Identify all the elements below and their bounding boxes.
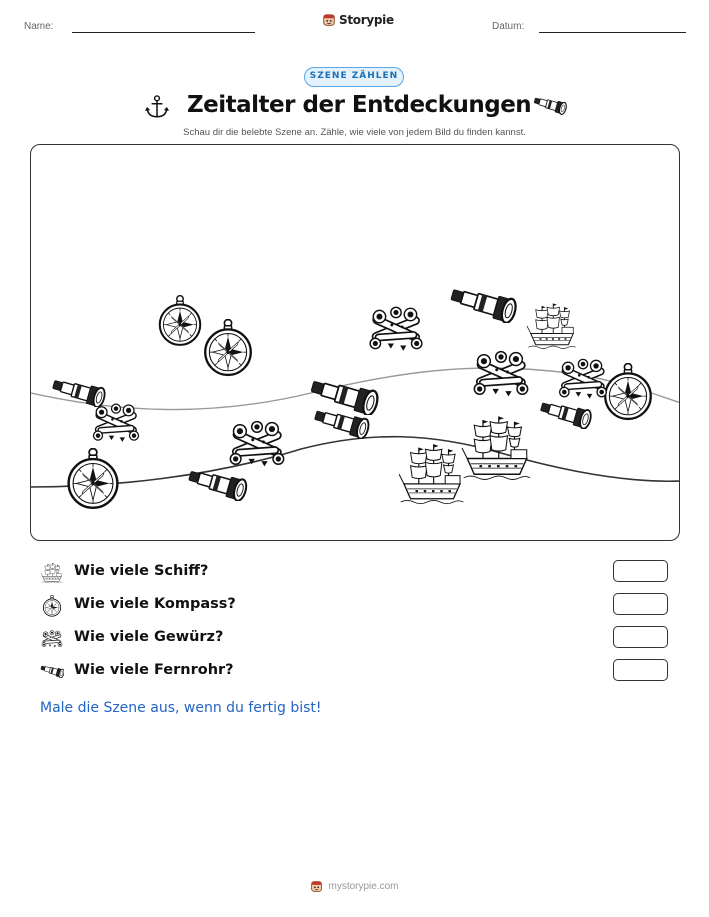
telescope-icon[interactable] [449,283,518,325]
compass-icon [40,595,64,617]
answer-box-telescope[interactable] [613,659,668,681]
spice-icon[interactable] [370,307,422,350]
telescope-icon [40,661,64,683]
compass-icon[interactable] [605,364,651,419]
telescope-icon [533,95,569,115]
title-row [0,92,709,124]
scene-drawing [31,145,680,541]
logo-text: Storypie [339,13,394,27]
spice-icon[interactable] [94,404,139,442]
spice-icon[interactable] [474,352,527,397]
telescope-icon[interactable] [539,397,593,429]
telescope-icon[interactable] [187,465,248,502]
page-footer [0,880,709,893]
spice-icon[interactable] [230,422,283,467]
question-row [40,593,672,619]
ship-icon[interactable] [462,417,530,480]
date-label: Datum: [492,21,525,32]
question-row [40,626,672,652]
compass-icon[interactable] [160,296,200,345]
question-row [40,560,672,586]
answer-box-ship[interactable] [613,560,668,582]
name-line[interactable] [72,32,255,33]
mascot-icon [310,880,323,893]
spice-icon [40,628,64,650]
page-title: Zeitalter der Entdeckungen [187,92,532,118]
compass-icon[interactable] [205,320,251,375]
ship-icon[interactable] [527,304,576,349]
ship-icon[interactable] [399,444,463,503]
anchor-icon [144,94,170,120]
mascot-icon [322,13,336,27]
ship-icon [40,562,64,584]
instructions: Schau dir die belebte Szene an. Zähle, wie viele von jedem Bild du finden kannst. [183,127,526,138]
question-row [40,659,672,685]
question-text: Wie viele Fernrohr? [74,662,234,678]
counting-scene [30,144,680,541]
question-text: Wie viele Schiff? [74,563,209,579]
section-badge: SZENE ZÄHLEN [304,67,404,87]
storypie-logo [322,13,394,27]
coloring-instruction: Male die Szene aus, wenn du fertig bist! [40,700,322,716]
telescope-icon[interactable] [51,375,107,409]
question-text: Wie viele Gewürz? [74,629,224,645]
footer-url[interactable]: mystorypie.com [328,881,399,892]
name-label: Name: [24,21,54,32]
worksheet-header [0,0,709,50]
date-line[interactable] [539,32,686,33]
compass-icon[interactable] [69,449,118,508]
question-text: Wie viele Kompass? [74,596,236,612]
answer-box-spice[interactable] [613,626,668,648]
answer-box-compass[interactable] [613,593,668,615]
